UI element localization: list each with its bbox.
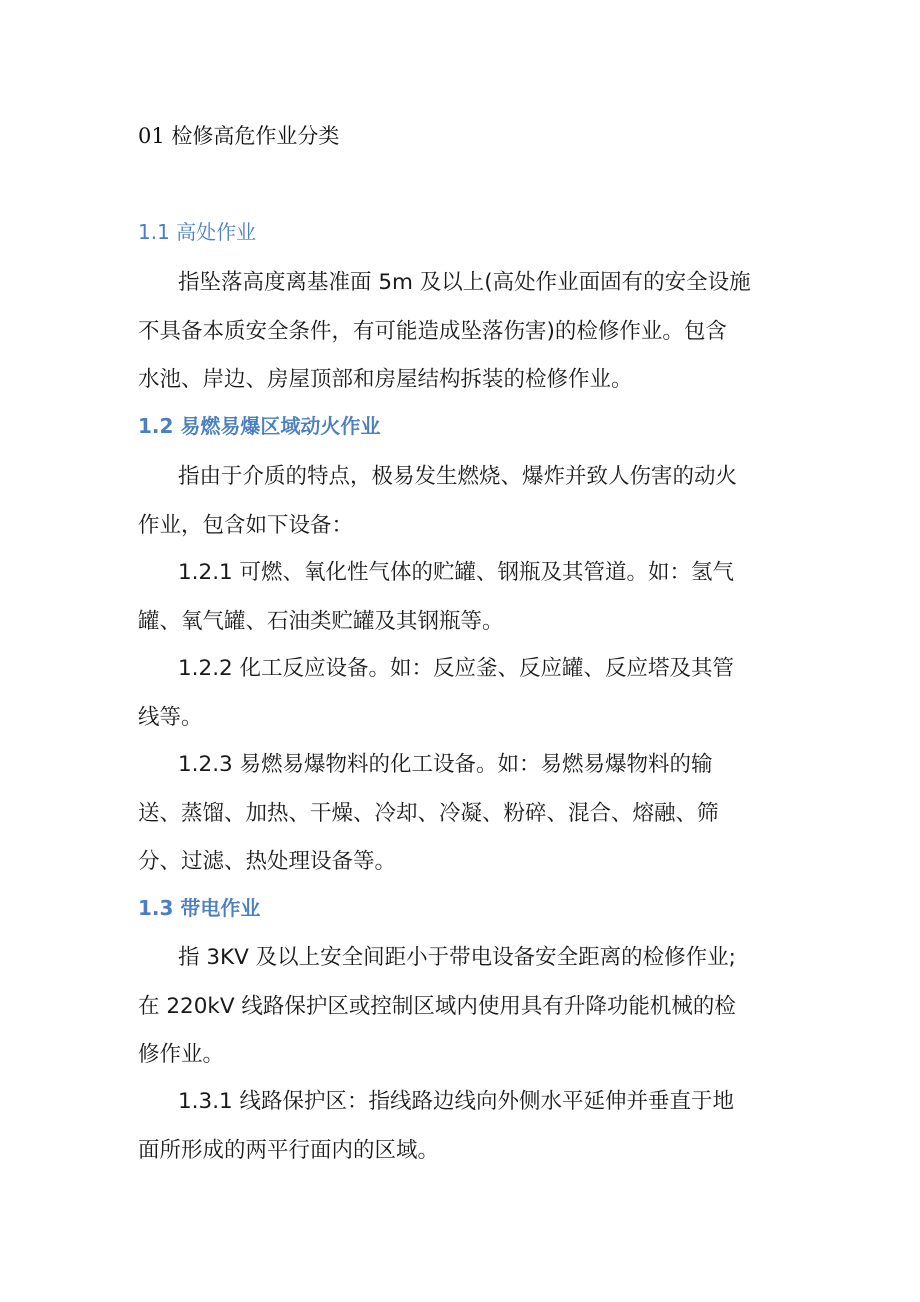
paragraph-1-2-1 [138, 549, 778, 646]
paragraph-1-2-intro [138, 453, 778, 550]
paragraph-1-2-2 [138, 645, 778, 742]
document-title: 01 检修高危作业分类 [138, 124, 340, 148]
paragraph-line: 指由于介质的特点，极易发生燃烧、爆炸并致人伤害的动火 [178, 464, 738, 489]
paragraph-line: 1.2.2 化工反应设备。如：反应釜、反应罐、反应塔及其管 [178, 656, 735, 681]
section-heading-1-3: 1.3 带电作业 [138, 896, 261, 920]
paragraph-line: 修作业。 [138, 1042, 225, 1067]
section-heading-1-1: 1.1 高处作业 [138, 220, 257, 244]
paragraph-line: 分、过滤、热处理设备等。 [138, 849, 397, 874]
paragraph-line: 1.3.1 线路保护区：指线路边线向外侧水平延伸并垂直于地 [178, 1089, 735, 1114]
paragraph-line: 不具备本质安全条件，有可能造成坠落伤害)的检修作业。包含 [138, 318, 727, 344]
paragraph-line: 1.2.3 易燃易爆物料的化工设备。如：易燃易爆物料的输 [178, 752, 713, 777]
paragraph-1-1 [138, 259, 778, 405]
paragraph-line: 罐、氧气罐、石油类贮罐及其钢瓶等。 [138, 608, 504, 634]
paragraph-1-2-3 [138, 741, 778, 887]
paragraph-line: 在 220kV 线路保护区或控制区域内使用具有升降功能机械的检 [138, 993, 736, 1019]
paragraph-line: 作业，包含如下设备： [138, 512, 354, 538]
paragraph-1-3-1 [138, 1078, 778, 1175]
paragraph-line: 面所形成的两平行面内的区域。 [138, 1137, 440, 1163]
paragraph-line: 1.2.1 可燃、氧化性气体的贮罐、钢瓶及其管道。如：氢气 [178, 560, 735, 585]
paragraph-line: 指坠落高度离基准面 5m 及以上(高处作业面固有的安全设施 [178, 270, 751, 295]
paragraph-line: 水池、岸边、房屋顶部和房屋结构拆装的检修作业。 [138, 367, 633, 392]
paragraph-1-3-intro [138, 934, 778, 1080]
paragraph-line: 送、蒸馏、加热、干燥、冷却、冷凝、粉碎、混合、熔融、筛 [138, 800, 719, 826]
section-heading-1-2: 1.2 易燃易爆区域动火作业 [138, 414, 381, 438]
paragraph-line: 线等。 [138, 704, 203, 730]
paragraph-line: 指 3KV 及以上安全间距小于带电设备安全距离的检修作业; [178, 945, 736, 970]
